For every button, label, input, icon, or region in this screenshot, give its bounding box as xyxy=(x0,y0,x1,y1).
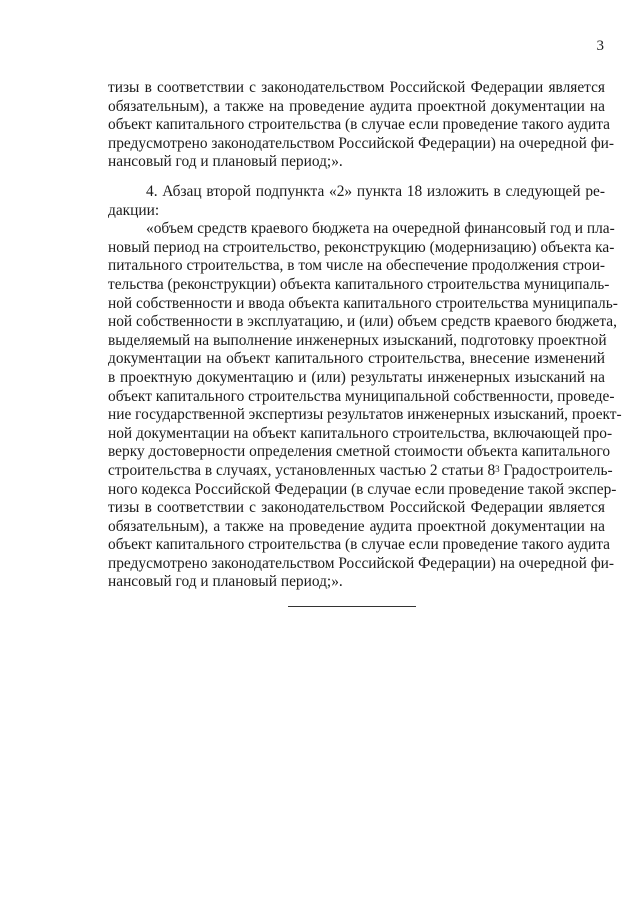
quote-line: ной собственности и ввода объекта капитального строительства муниципаль- xyxy=(108,294,618,312)
quote-line: предусмотрено законодательством Российской Федерации) на очередной фи- xyxy=(108,554,615,572)
text-line: обязательным), а также на проведение аудита проектной документации на xyxy=(108,97,605,115)
quote-line: тельства (реконструкции) объекта капитального строительства муниципаль- xyxy=(108,275,610,293)
item-heading-line: 4. Абзац второй подпункта «2» пункта 18 изложить в следующей ре- xyxy=(146,183,605,200)
quote-line: в проектную документацию и (или) результаты инженерных изысканий на xyxy=(108,368,605,386)
quote-line-text: Градостроитель- xyxy=(499,461,613,479)
quote-line-text: строительства в случаях, установленных частью 2 статьи 8 xyxy=(108,461,496,479)
quote-line: обязательным), а также на проведение аудита проектной документации на xyxy=(108,517,605,535)
quote-line: верку достоверности определения сметной стоимости объекта капитального xyxy=(108,443,611,461)
quote-line: новый период на строительство, реконструкцию (модернизацию) объекта ка- xyxy=(108,238,615,256)
quote-line: питального строительства, в том числе на обеспечение продолжения строи- xyxy=(108,257,606,275)
item-heading-line: дакции: xyxy=(108,201,160,219)
text-line: тизы в соответствии с законодательством Российской Федерации является xyxy=(108,79,605,96)
text-line: предусмотрено законодательством Российской Федерации) на очередной фи- xyxy=(108,134,615,152)
quote-line-with-superscript xyxy=(108,461,613,481)
quote-line: документации на объект капитального строительства, внесение изменений xyxy=(108,350,605,368)
text-line: объект капитального строительства (в случае если проведение такого аудита xyxy=(108,116,610,134)
quote-line: тизы в соответствии с законодательством Российской Федерации является xyxy=(108,499,605,517)
quote-line: объект капитального строительства (в случае если проведение такого аудита xyxy=(108,536,610,554)
quote-line: ние государственной экспертизы результатов инженерных изысканий, проект- xyxy=(108,406,622,424)
quote-line: ной документации на объект капитального строительства, включающей про- xyxy=(108,424,613,442)
document-end-rule xyxy=(288,606,416,607)
quote-line: ного кодекса Российской Федерации (в случае если проведение такой экспер- xyxy=(108,480,617,498)
continuation-paragraph xyxy=(108,79,615,172)
quote-line: выделяемый на выполнение инженерных изысканий, подготовку проектной xyxy=(108,331,607,349)
quote-line: нансовый год и плановый период;». xyxy=(108,573,343,591)
quote-line: ной собственности в эксплуатацию, и (или) объем средств краевого бюджета, xyxy=(108,313,617,331)
quote-line: «объем средств краевого бюджета на очередной финансовый год и пла- xyxy=(146,220,615,238)
text-line: нансовый год и плановый период;». xyxy=(108,153,343,171)
quote-line: объект капитального строительства муниципальной собственности, проведе- xyxy=(108,387,615,405)
superscript: 3 xyxy=(495,463,500,474)
page-number: 3 xyxy=(596,38,604,54)
amendment-item-4 xyxy=(108,183,622,592)
